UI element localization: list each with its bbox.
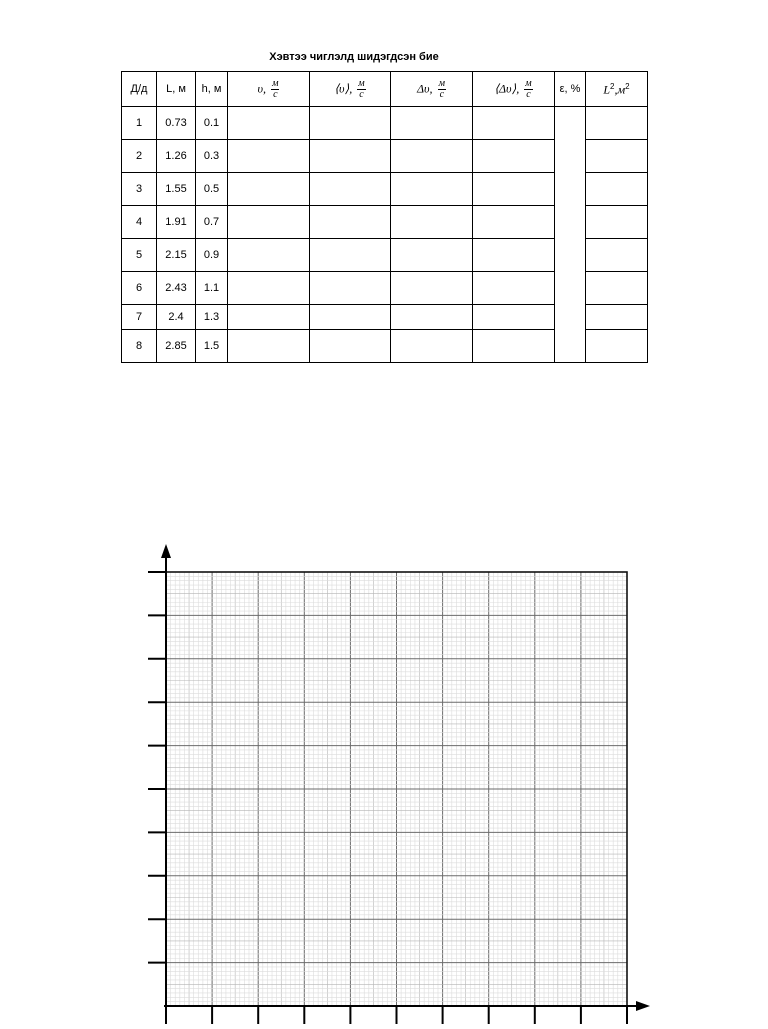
- header-v: [228, 72, 310, 107]
- unit-num: м: [438, 77, 445, 89]
- cell-L: 2.15: [157, 239, 196, 272]
- cell-v-avg: [310, 272, 391, 305]
- cell-v-avg: [310, 239, 391, 272]
- cell-v: [228, 107, 310, 140]
- cell-dv-avg: [473, 206, 555, 239]
- cell-v-avg: [310, 330, 391, 363]
- cell-dv-avg: [473, 305, 555, 330]
- cell-v-avg: [310, 305, 391, 330]
- cell-h: 0.3: [196, 140, 228, 173]
- cell-v: [228, 330, 310, 363]
- cell-L2: [586, 107, 648, 140]
- cell-v-avg: [310, 140, 391, 173]
- cell-dv: [391, 173, 473, 206]
- header-v-avg-symbol: ⟨υ⟩: [334, 80, 350, 95]
- cell-v: [228, 173, 310, 206]
- cell-L: 2.43: [157, 272, 196, 305]
- header-dv-avg-comma: ,: [516, 80, 520, 95]
- cell-v-avg: [310, 173, 391, 206]
- cell-v: [228, 140, 310, 173]
- graph-grid: [128, 536, 662, 1024]
- header-L: L, м: [157, 72, 196, 107]
- header-dv-avg-symbol: ⟨Δυ⟩: [494, 80, 517, 95]
- cell-L: 1.55: [157, 173, 196, 206]
- cell-h: 0.7: [196, 206, 228, 239]
- cell-v: [228, 239, 310, 272]
- cell-L2: [586, 305, 648, 330]
- cell-dv-avg: [473, 173, 555, 206]
- header-eps: ε, %: [555, 72, 586, 107]
- header-L2-comma: ,: [614, 82, 618, 97]
- table-row: [122, 107, 648, 140]
- cell-v-avg: [310, 206, 391, 239]
- cell-v: [228, 305, 310, 330]
- table-body: [122, 107, 648, 363]
- measurement-table: [121, 71, 648, 363]
- cell-n: 5: [122, 239, 157, 272]
- y-axis-arrow-icon: [161, 544, 171, 558]
- cell-L: 1.26: [157, 140, 196, 173]
- unit-den: с: [439, 88, 445, 100]
- unit-num: м: [525, 77, 532, 89]
- header-dv-avg-unit: [524, 79, 532, 100]
- cell-h: 1.1: [196, 272, 228, 305]
- cell-n: 6: [122, 272, 157, 305]
- header-v-avg: [310, 72, 391, 107]
- cell-L2: [586, 173, 648, 206]
- header-v-unit: [271, 79, 279, 100]
- cell-n: 2: [122, 140, 157, 173]
- header-L2-unit: м: [617, 82, 626, 97]
- cell-L2: [586, 140, 648, 173]
- header-L2-unit-exp: 2: [625, 82, 630, 92]
- cell-h: 0.1: [196, 107, 228, 140]
- header-dv: [391, 72, 473, 107]
- cell-dv-avg: [473, 272, 555, 305]
- cell-n: 1: [122, 107, 157, 140]
- cell-dv-avg: [473, 140, 555, 173]
- cell-h: 1.3: [196, 305, 228, 330]
- unit-den: с: [273, 88, 278, 100]
- header-dv-symbol: Δυ: [416, 80, 430, 95]
- cell-n: 7: [122, 305, 157, 330]
- cell-dv: [391, 206, 473, 239]
- cell-L2: [586, 330, 648, 363]
- header-dv-comma: ,: [429, 80, 433, 95]
- cell-dv: [391, 107, 473, 140]
- cell-L2: [586, 239, 648, 272]
- header-row: [122, 72, 648, 107]
- cell-dv: [391, 330, 473, 363]
- cell-h: 0.9: [196, 239, 228, 272]
- cell-dv: [391, 305, 473, 330]
- unit-num: м: [358, 77, 365, 89]
- unit-den: с: [526, 88, 531, 100]
- cell-L2: [586, 206, 648, 239]
- cell-L: 1.91: [157, 206, 196, 239]
- header-dv-unit: [438, 79, 446, 100]
- header-v-symbol: υ: [257, 80, 264, 95]
- cell-L: 2.4: [157, 305, 196, 330]
- header-h: h, м: [196, 72, 228, 107]
- cell-L: 2.85: [157, 330, 196, 363]
- unit-den: с: [359, 88, 364, 100]
- cell-n: 3: [122, 173, 157, 206]
- page-title: Хэвтээ чиглэлд шидэгдсэн бие: [269, 51, 439, 63]
- cell-v-avg: [310, 107, 391, 140]
- header-v-avg-comma: ,: [349, 80, 353, 95]
- cell-dv-avg: [473, 107, 555, 140]
- cell-v: [228, 272, 310, 305]
- cell-dv: [391, 272, 473, 305]
- cell-eps-merged: [555, 107, 586, 363]
- header-v-comma: ,: [263, 80, 267, 95]
- cell-n: 8: [122, 330, 157, 363]
- cell-L2: [586, 272, 648, 305]
- cell-v: [228, 206, 310, 239]
- header-n: Д/д: [122, 72, 157, 107]
- header-L2-symbol: L: [603, 82, 611, 97]
- header-v-avg-unit: [357, 79, 365, 100]
- cell-dv: [391, 140, 473, 173]
- header-L2-exp: 2: [610, 82, 615, 92]
- x-axis-arrow-icon: [636, 1001, 650, 1011]
- cell-h: 0.5: [196, 173, 228, 206]
- unit-num: м: [272, 77, 279, 89]
- cell-dv-avg: [473, 239, 555, 272]
- cell-h: 1.5: [196, 330, 228, 363]
- cell-dv-avg: [473, 330, 555, 363]
- header-dv-avg: [473, 72, 555, 107]
- header-L2: [586, 72, 648, 107]
- graph-paper: [128, 536, 662, 1024]
- cell-n: 4: [122, 206, 157, 239]
- cell-L: 0.73: [157, 107, 196, 140]
- cell-dv: [391, 239, 473, 272]
